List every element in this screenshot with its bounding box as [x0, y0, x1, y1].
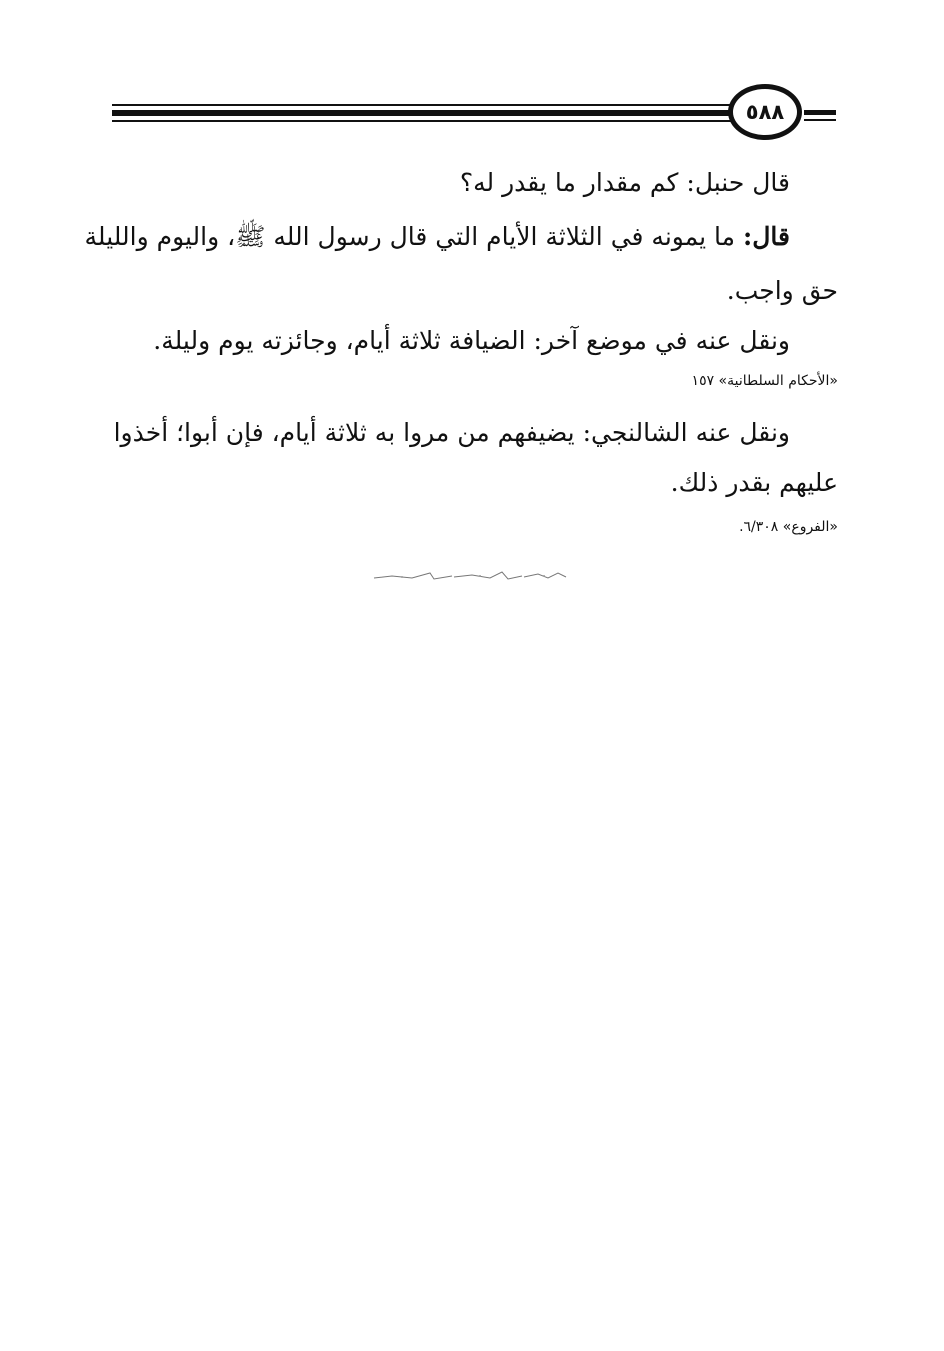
header-rule-right-thick: [804, 110, 836, 115]
paragraph-hospitality: ونقل عنه في موضع آخر: الضيافة ثلاثة أيام، وجائزته يوم وليلة.: [153, 326, 790, 355]
reference-ahkam: «الأحكام السلطانية» ١٥٧: [691, 373, 838, 389]
page-number: ٥٨٨: [745, 99, 785, 124]
answer-label: قال:: [743, 222, 790, 251]
paragraph-answer: [85, 224, 790, 249]
answer-text: ما يمونه في الثلاثة الأيام التي قال رسول الله ﷺ، واليوم والليلة: [84, 222, 736, 251]
header-rule-thin-top: [112, 104, 732, 106]
reference-furu: «الفروع» ٦/٣٠٨.: [739, 519, 838, 535]
paragraph-shalanji-continued: عليهم بقدر ذلك.: [670, 468, 838, 497]
paragraph-hanbal-question: قال حنبل: كم مقدار ما يقدر له؟: [459, 168, 790, 197]
header-rule-right-thin: [804, 119, 836, 121]
header-rule-thick: [112, 110, 732, 116]
page-number-badge: [728, 84, 802, 140]
header-rule-thin-bottom: [112, 120, 732, 122]
page-header: [0, 0, 944, 160]
paragraph-shalanji: ونقل عنه الشالنجي: يضيفهم من مروا به ثلاثة أيام، فإن أبوا؛ أخذوا: [113, 418, 790, 447]
ornament-divider: [372, 570, 568, 582]
paragraph-answer-continued: حق واجب.: [726, 276, 838, 305]
